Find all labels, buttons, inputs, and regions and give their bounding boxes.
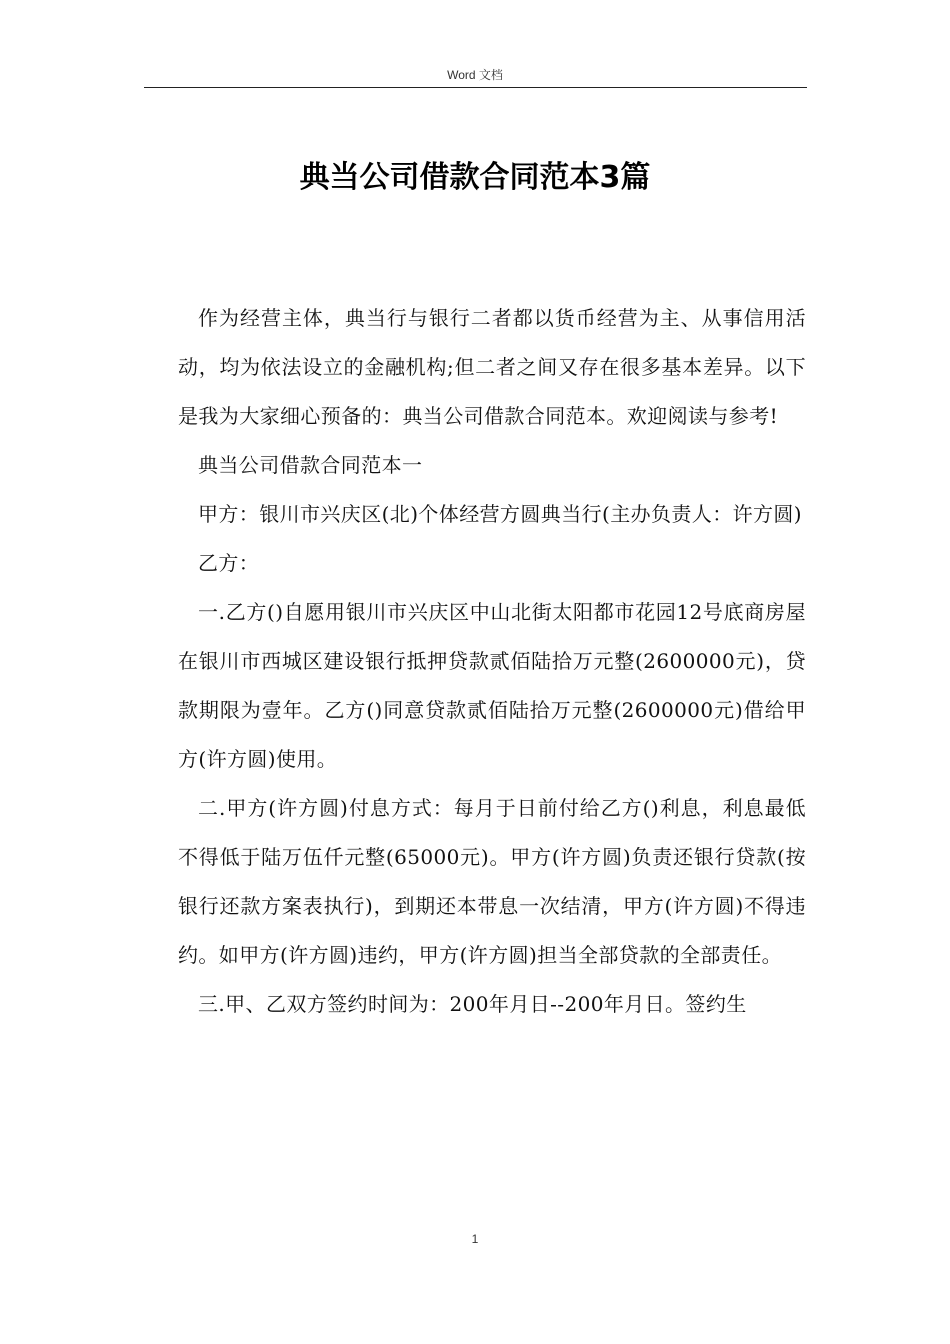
clause-1-paragraph: 一.乙方()自愿用银川市兴庆区中山北街太阳都市花园12号底商房屋在银川市西城区建设银行抵押贷款贰佰陆拾万元整(2600000元)，贷款期限为壹年。乙方()同意贷款贰佰陆拾万元整(2600000元)借给甲方(许方圆)使用。 xyxy=(178,600,806,771)
party-a-paragraph: 甲方：银川市兴庆区(北)个体经营方圆典当行(主办负责人：许方圆) xyxy=(198,502,803,526)
document-body xyxy=(178,294,806,1029)
page-header: Word 文档 xyxy=(447,68,503,82)
header-divider xyxy=(144,87,807,88)
party-b-paragraph: 乙方： xyxy=(198,551,260,575)
page-number: 1 xyxy=(471,1232,479,1246)
section-heading: 典当公司借款合同范本一 xyxy=(198,453,423,477)
document-title: 典当公司借款合同范本3篇 xyxy=(299,160,651,195)
intro-paragraph: 作为经营主体，典当行与银行二者都以货币经营为主、从事信用活动，均为依法设立的金融机构;但二者之间又存在很多基本差异。以下是我为大家细心预备的：典当公司借款合同范本。欢迎阅读与参考! xyxy=(178,306,806,428)
clause-2-paragraph: 二.甲方(许方圆)付息方式：每月于日前付给乙方()利息，利息最低不得低于陆万伍仟元整(65000元)。甲方(许方圆)负责还银行贷款(按银行还款方案表执行)，到期还本带息一次结清，甲方(许方圆)不得违约。如甲方(许方圆)违约，甲方(许方圆)担当全部贷款的全部责任。 xyxy=(178,796,806,967)
clause-3-paragraph: 三.甲、乙双方签约时间为：200年月日--200年月日。签约生 xyxy=(198,992,747,1016)
